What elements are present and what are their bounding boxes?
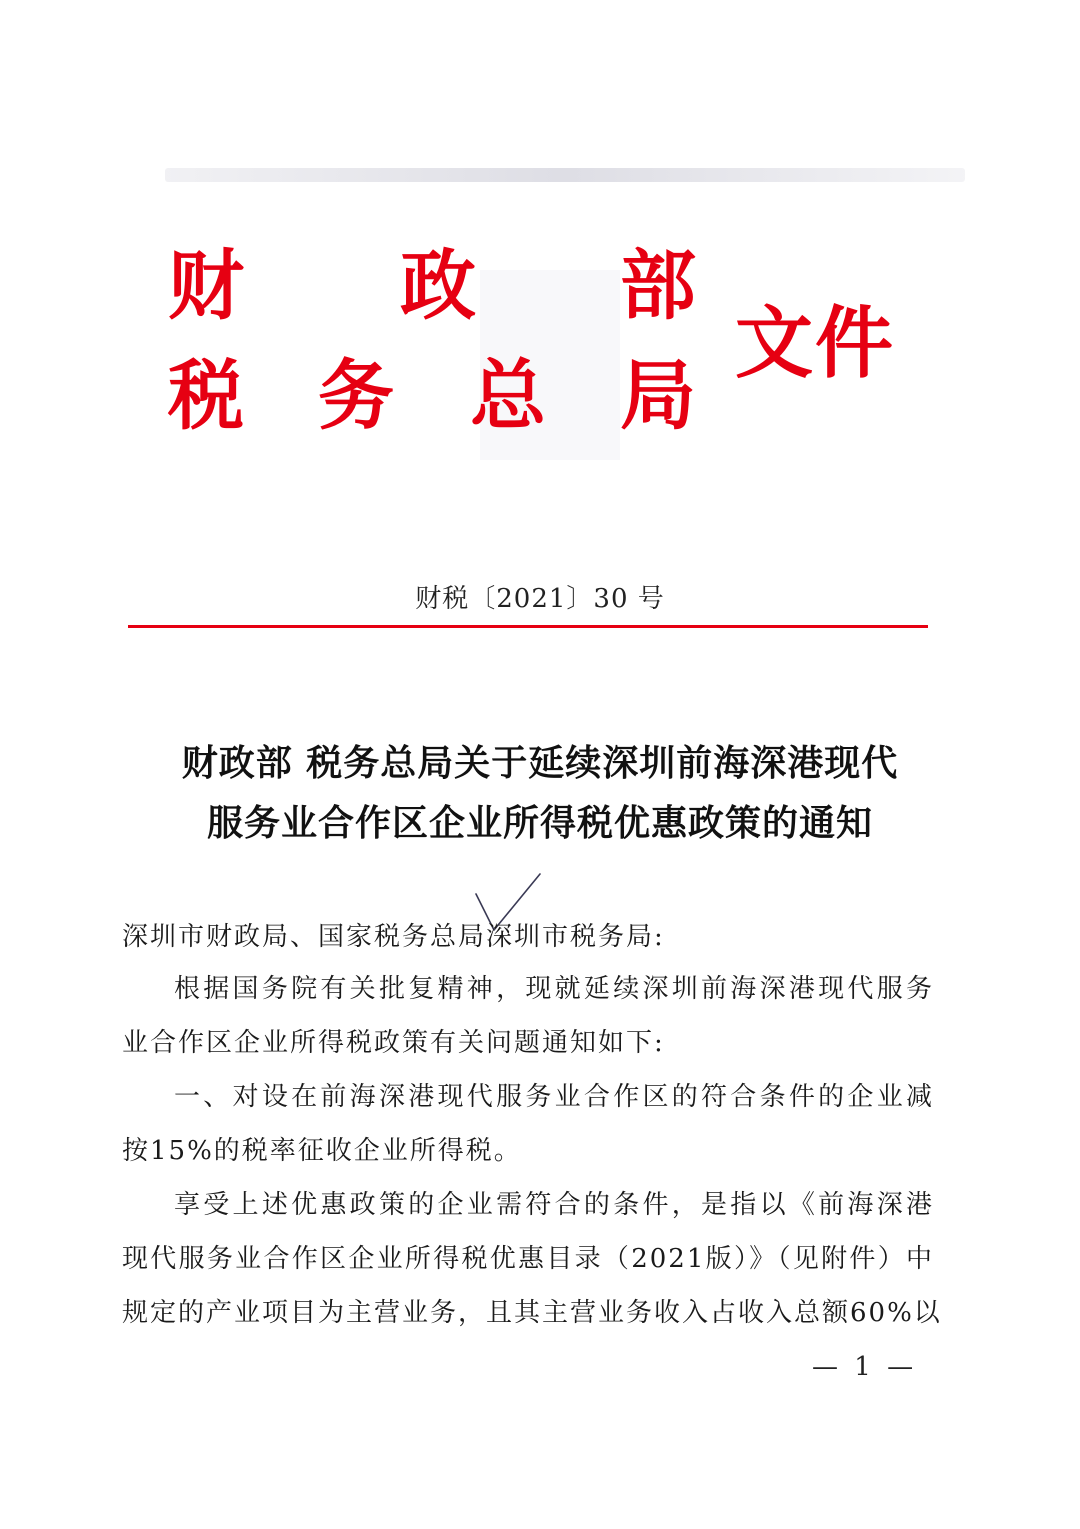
page-number: — 1 — <box>812 1352 918 1382</box>
document-number: 财税〔2021〕30 号 <box>415 584 665 614</box>
addressee: 深圳市财政局、国家税务总局深圳市税务局: <box>122 922 665 952</box>
scan-artifact <box>165 168 965 182</box>
paragraph-3-line-2: 现代服务业合作区企业所得税优惠目录（2021版）》（见附件）中 <box>122 1244 934 1274</box>
masthead-char-wu: 务 <box>318 351 394 440</box>
paragraph-2-line-2: 按15%的税率征收企业所得税。 <box>122 1136 522 1166</box>
masthead-char-cai: 财 <box>168 241 244 330</box>
title-line-2: 服务业合作区企业所得税优惠政策的通知 <box>206 803 873 844</box>
masthead-char-bu: 部 <box>620 241 696 330</box>
masthead-char-shui: 税 <box>168 351 244 440</box>
title-line-1: 财政部 税务总局关于延续深圳前海深港现代 <box>181 743 899 784</box>
masthead-char-zong: 总 <box>470 351 546 440</box>
red-rule <box>128 625 928 628</box>
paragraph-3-line-1: 享受上述优惠政策的企业需符合的条件，是指以《前海深港 <box>174 1190 934 1220</box>
masthead-char-ju: 局 <box>620 351 696 440</box>
paragraph-2-line-1: 一、对设在前海深港现代服务业合作区的符合条件的企业减 <box>174 1082 934 1112</box>
paragraph-3-line-3: 规定的产业项目为主营业务，且其主营业务收入占收入总额60%以 <box>122 1298 942 1328</box>
paragraph-1-line-2: 业合作区企业所得税政策有关问题通知如下: <box>122 1028 665 1058</box>
masthead-char-zheng: 政 <box>400 241 476 330</box>
paragraph-1-line-1: 根据国务院有关批复精神，现就延续深圳前海深港现代服务 <box>174 974 934 1004</box>
masthead-suffix: 文件 <box>735 298 896 389</box>
